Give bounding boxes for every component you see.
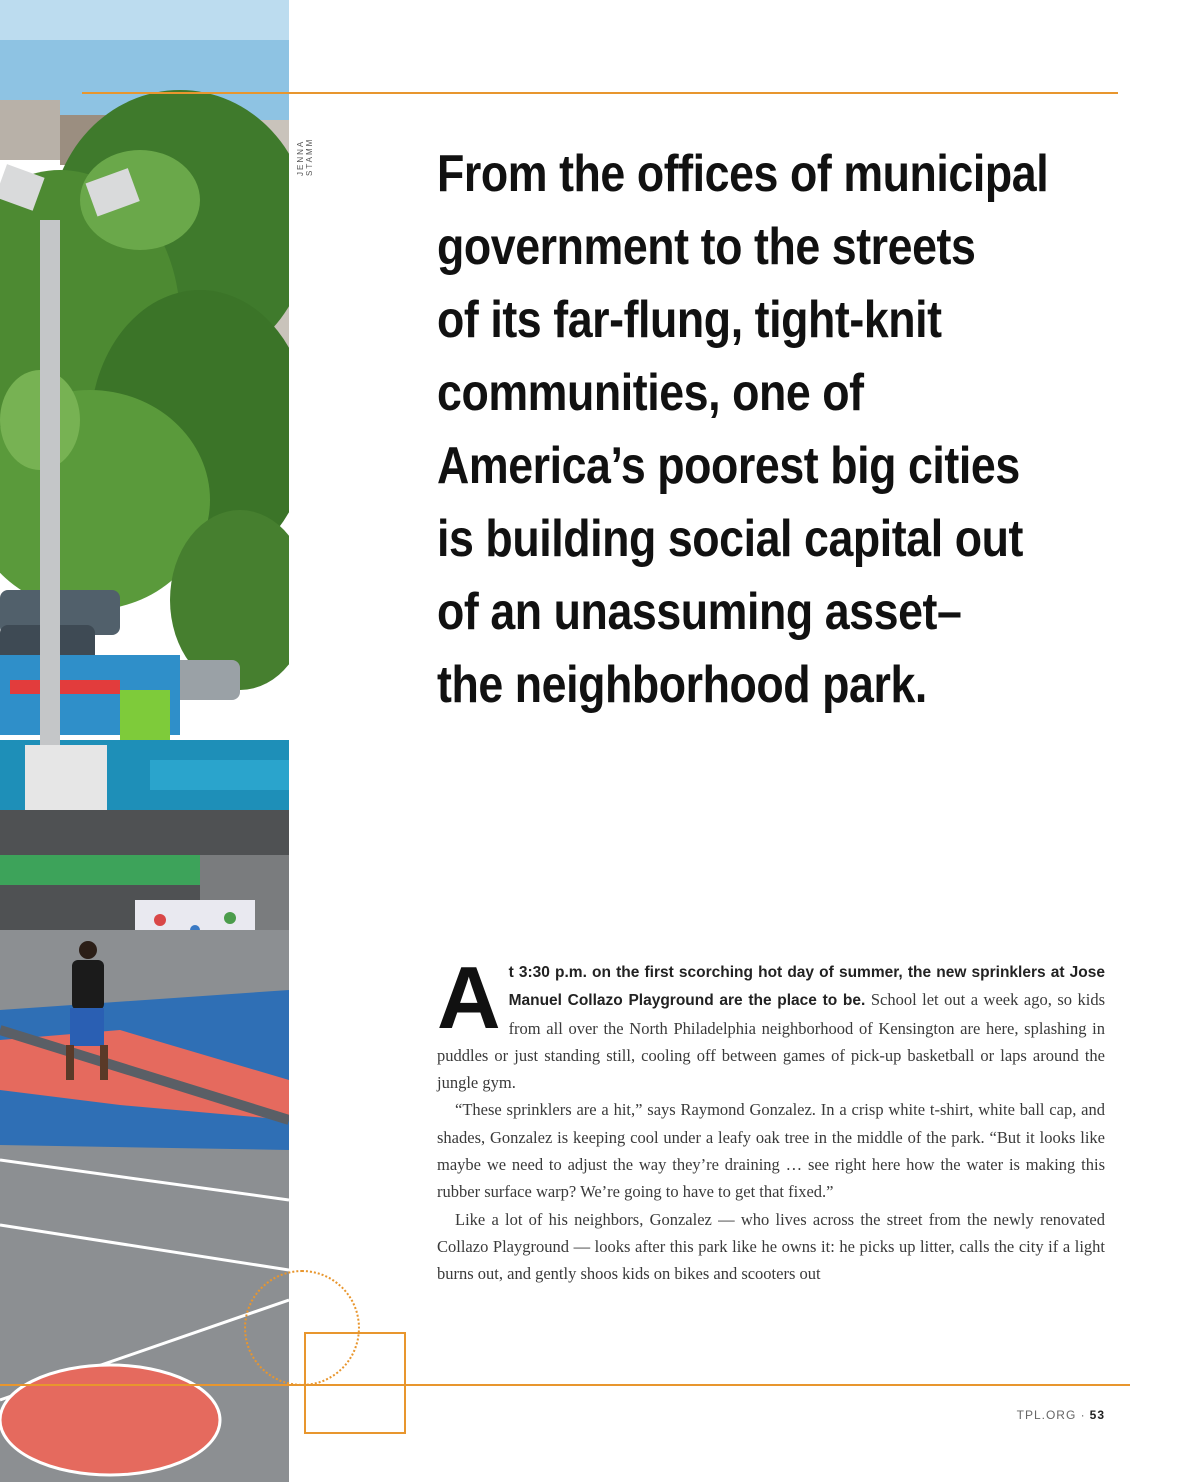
headline-line: From the offices of municipal [437,145,1049,203]
headline-line: of its far-flung, tight-knit [437,291,942,349]
paragraph-2: “These sprinklers are a hit,” says Raymond Gonzalez. In a crisp white t-shirt, white ball cap, and shades, Gonzalez is keeping cool under a leafy oak tree in the middle of the park. “But it looks like maybe we need to adjust the way they’re draining … see right here how the water is making this rubber surface warp? We’re going to have to get that fixed.” [437,1100,1105,1202]
paragraph-3: Like a lot of his neighbors, Gonzalez — who lives across the street from the newly renovated Collazo Playground — looks after this park like he owns it: he picks up litter, calls the city if a light burns out, and gently shoos kids on bikes and scooters out [437,1209,1105,1284]
headline-line: communities, one of [437,364,864,422]
headline-line: America’s poorest big cities [437,437,1020,495]
photo-credit: JENNA STAMM [296,137,314,176]
paragraph-1 [437,948,1106,1096]
lead-in: t 3:30 p.m. on the first scorching hot day of summer, the new sprinklers at Jose Manuel Collazo Playground are the place to be. [508,964,1105,1010]
playground-photo [0,0,289,1482]
headline-line: the neighborhood park. [437,656,927,714]
decorative-square [304,1332,406,1434]
headline-line: of an unassuming asset– [437,583,962,641]
top-rule [82,92,1118,94]
paragraph-1-text: School let out a week ago, so kids from all over the North Philadelphia neighborhood of Kensington are here, splashing in puddles or just standing still, cooling off between games of pick-up basketball or laps around the jungle gym. [437,990,1106,1093]
headline-line: is building social capital out [437,510,1023,568]
folio-site: TPL.ORG · [1016,1408,1086,1422]
bottom-rule [0,1384,1130,1386]
article-body [437,948,1106,1288]
page-number: 53 [1089,1408,1105,1422]
folio [1017,1408,1105,1422]
drop-cap: A [437,948,501,1047]
headline-line: government to the streets [437,218,976,276]
headline [437,138,1125,722]
